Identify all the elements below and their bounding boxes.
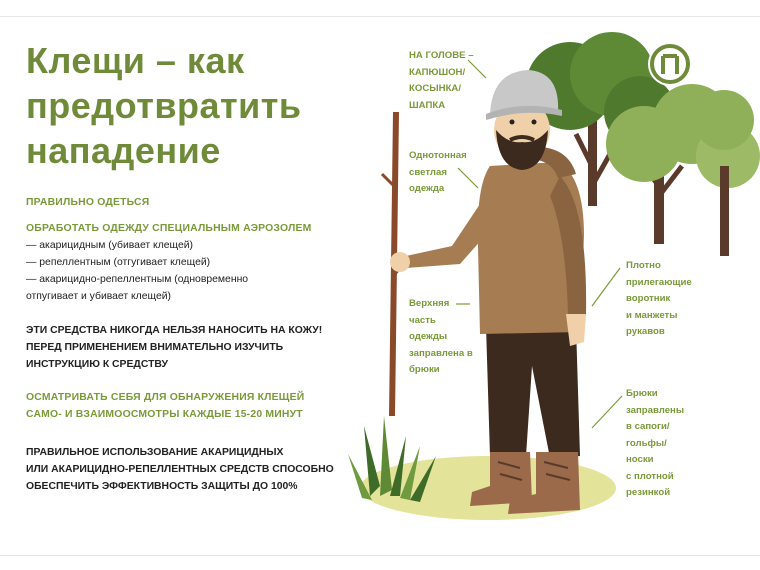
inspect-line: САМО- И ВЗАИМООСМОТРЫ КАЖДЫЕ 15-20 МИНУТ [26, 409, 303, 420]
callout-line: часть [409, 314, 436, 326]
callout-line: рукавов [626, 326, 665, 337]
callout-line: Однотонная [409, 150, 467, 161]
callout-line: одежды [409, 331, 448, 342]
efficiency-line: ИЛИ АКАРИЦИДНО-РЕПЕЛЛЕНТНЫХ СРЕДСТВ СПОСОБНО [26, 464, 334, 475]
title-line-3: нападение [26, 130, 221, 171]
callout-line: и манжеты [626, 309, 678, 321]
callout-line: Верхняя [409, 298, 450, 309]
callout-line: НА ГОЛОВЕ – [409, 50, 474, 61]
callout-line: гольфы/ [626, 437, 667, 449]
efficiency-block [26, 444, 334, 495]
warning-line: ПЕРЕД ПРИМЕНЕНИЕМ ВНИМАТЕЛЬНО ИЗУЧИТЬ [26, 342, 284, 353]
spray-item: — репеллентным (отгугивает клещей) [26, 257, 211, 268]
callout-line: светлая [409, 166, 447, 178]
callout-line: с плотной [626, 470, 674, 482]
hiker-illustration [340, 16, 760, 554]
poster-title [26, 38, 302, 173]
title-line-1: Клещи – как [26, 40, 245, 81]
callout-line: брюки [409, 364, 440, 375]
callout-line: КАПЮШОН/ [409, 66, 466, 78]
left-hand [390, 252, 410, 272]
callout-line: ШАПКА [409, 99, 446, 111]
logo-badge [648, 42, 692, 86]
section-spray [26, 220, 312, 305]
section-dress: ПРАВИЛЬНО ОДЕТЬСЯ [26, 197, 150, 208]
spray-header: ОБРАБОТАТЬ ОДЕЖДУ СПЕЦИАЛЬНЫМ АЭРОЗОЛЕМ [26, 223, 312, 234]
inspect-line: ОСМАТРИВАТЬ СЕБЯ ДЛЯ ОБНАРУЖЕНИЯ КЛЕЩЕЙ [26, 392, 305, 403]
callout-line: воротник [626, 293, 671, 304]
callout-line: заправлена в [409, 347, 473, 359]
callout-line: прилегающие [626, 276, 692, 288]
callout-pants [626, 386, 684, 502]
spray-item: — акарицидно-репеллентным (одновременно [26, 274, 249, 285]
spray-item: — акарицидным (убивает клещей) [26, 240, 194, 251]
callout-line: КОСЫНКА/ [409, 83, 462, 94]
callout-line: резинкой [626, 487, 671, 498]
callout-line: носки [626, 454, 654, 465]
inspect-block [26, 389, 304, 423]
callout-upper [409, 296, 473, 379]
grass-tuft [348, 416, 436, 502]
callout-collar [626, 258, 692, 341]
callout-head [409, 48, 474, 114]
warning-block [26, 322, 322, 373]
callout-line: в сапоги/ [626, 421, 670, 432]
callout-clothes [409, 148, 467, 198]
warning-line: ЭТИ СРЕДСТВА НИКОГДА НЕЛЬЗЯ НАНОСИТЬ НА КОЖУ! [26, 325, 323, 336]
callout-line: Брюки [626, 388, 658, 399]
title-line-2: предотвратить [26, 85, 302, 126]
spray-item: отпугивает и убивает клещей) [26, 291, 171, 302]
efficiency-line: ОБЕСПЕЧИТЬ ЭФФЕКТИВНОСТЬ ЗАЩИТЫ ДО 100% [26, 481, 298, 492]
callout-line: Плотно [626, 260, 661, 271]
warning-line: ИНСТРУКЦИЮ К СРЕДСТВУ [26, 359, 168, 370]
callout-line: одежда [409, 183, 445, 194]
trousers [486, 326, 580, 458]
efficiency-line: ПРАВИЛЬНОЕ ИСПОЛЬЗОВАНИЕ АКАРИЦИДНЫХ [26, 447, 284, 458]
callout-line: заправлены [626, 404, 685, 416]
